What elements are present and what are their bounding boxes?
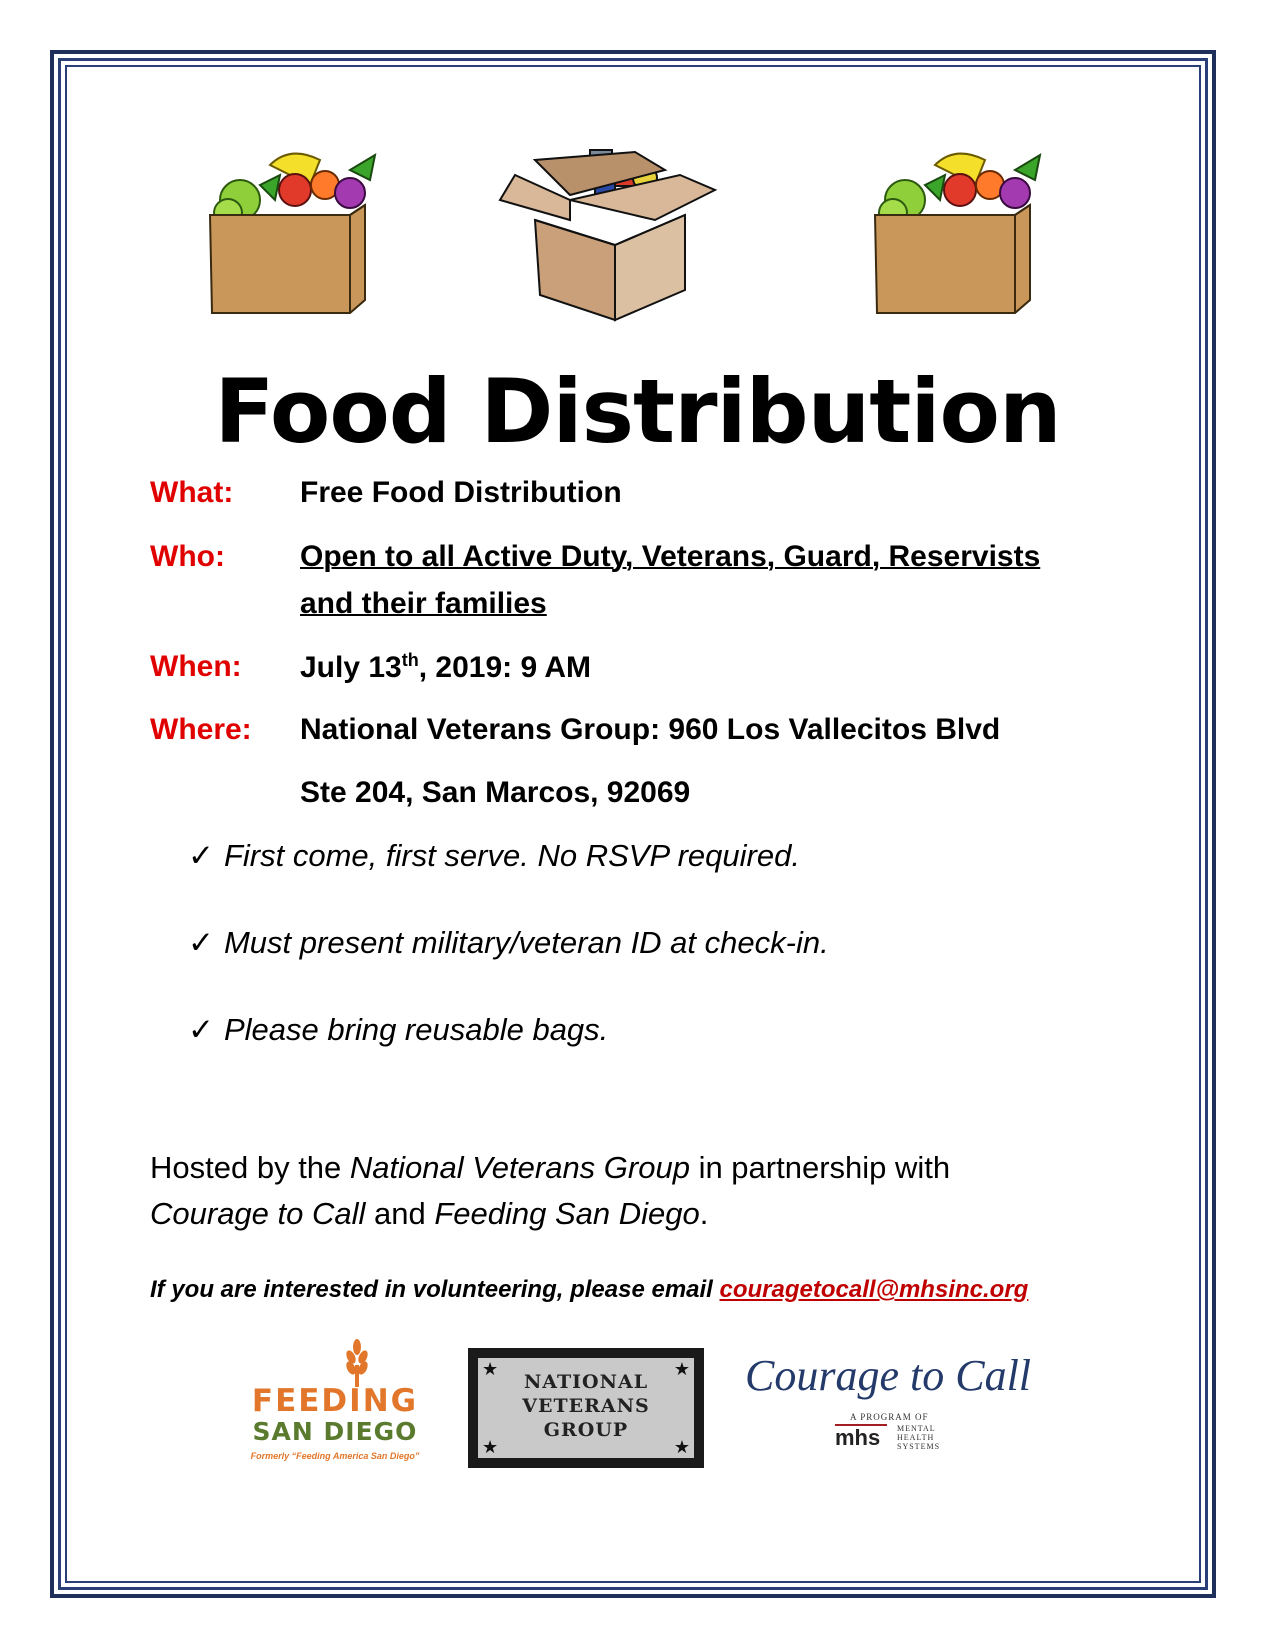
star-icon: ★ xyxy=(673,1437,690,1457)
ctc-mhs: mhs xyxy=(835,1425,881,1450)
star-icon: ★ xyxy=(482,1437,499,1457)
checklist-item xyxy=(188,925,829,961)
hosted-org-feeding-san-diego: Feeding San Diego xyxy=(434,1196,700,1231)
star-icon: ★ xyxy=(482,1359,499,1379)
checkmark-icon: ✓ xyxy=(188,1012,214,1047)
hosted-org-national-veterans-group: National Veterans Group xyxy=(349,1150,690,1185)
volunteer-line xyxy=(150,1276,1028,1304)
who-value-line2: and their families xyxy=(300,587,547,620)
page-title: Food Distribution xyxy=(214,360,1061,463)
checklist-item-text: Must present military/veteran ID at check-in. xyxy=(223,925,829,960)
ctc-sub-health: HEALTH xyxy=(897,1433,935,1442)
when-label: When: xyxy=(150,650,242,683)
nvg-line1: NATIONAL xyxy=(523,1371,649,1393)
volunteer-email-link[interactable]: couragetocall@mhsinc.org xyxy=(719,1276,1029,1303)
when-date: July 13 xyxy=(300,651,402,684)
where-value-line2: Ste 204, San Marcos, 92069 xyxy=(300,776,691,809)
hosted-prefix: Hosted by the xyxy=(150,1150,350,1185)
volunteer-text: If you are interested in volunteering, please email xyxy=(150,1276,720,1303)
where-label: Where: xyxy=(150,713,252,746)
what-value: Free Food Distribution xyxy=(300,476,622,509)
ctc-program-of: A PROGRAM OF xyxy=(850,1412,929,1422)
national-veterans-group-logo xyxy=(468,1348,704,1468)
ctc-mhs-subtitle xyxy=(897,1424,940,1451)
hosted-by-paragraph xyxy=(150,1145,1130,1237)
hosted-end: . xyxy=(699,1196,709,1231)
when-date-suffix: th xyxy=(401,650,419,670)
where-value-line1: National Veterans Group: 960 Los Vallecitos Blvd xyxy=(300,713,1001,746)
hosted-and: and xyxy=(365,1196,435,1231)
when-value xyxy=(300,650,591,685)
who-label: Who: xyxy=(150,540,225,573)
ctc-sub-systems: SYSTEMS xyxy=(897,1442,941,1451)
what-label: What: xyxy=(150,476,234,509)
checkmark-icon: ✓ xyxy=(188,838,214,873)
when-time: , 2019: 9 AM xyxy=(418,651,592,684)
nvg-text xyxy=(468,1370,704,1442)
feeding-san-diego-logo xyxy=(235,1335,445,1465)
feeding-line2: SAN DIEGO xyxy=(252,1417,418,1446)
checklist-item xyxy=(188,1012,608,1048)
star-icon: ★ xyxy=(673,1359,690,1379)
checklist-item xyxy=(188,838,800,874)
feeding-line1: FEEDING xyxy=(251,1383,419,1419)
nvg-line3: GROUP xyxy=(543,1419,629,1441)
food-box-image xyxy=(495,140,725,325)
hosted-org-courage-to-call: Courage to Call xyxy=(150,1196,366,1231)
grocery-bag-image-left xyxy=(200,145,390,320)
checklist-item-text: Please bring reusable bags. xyxy=(223,1012,609,1047)
ctc-sub-mental: MENTAL xyxy=(897,1424,936,1433)
feeding-tagline: Formerly “Feeding America San Diego” xyxy=(250,1451,420,1461)
grocery-bag-image-right xyxy=(865,145,1055,320)
hosted-middle: in partnership with xyxy=(689,1150,951,1185)
ctc-title: Courage to Call xyxy=(745,1351,1032,1400)
checklist-item-text: First come, first serve. No RSVP required. xyxy=(223,838,800,873)
courage-to-call-logo xyxy=(745,1350,1032,1460)
nvg-line2: VETERANS xyxy=(522,1395,650,1417)
who-value-line1: Open to all Active Duty, Veterans, Guard, Reservists xyxy=(300,540,1041,573)
checkmark-icon: ✓ xyxy=(188,925,214,960)
